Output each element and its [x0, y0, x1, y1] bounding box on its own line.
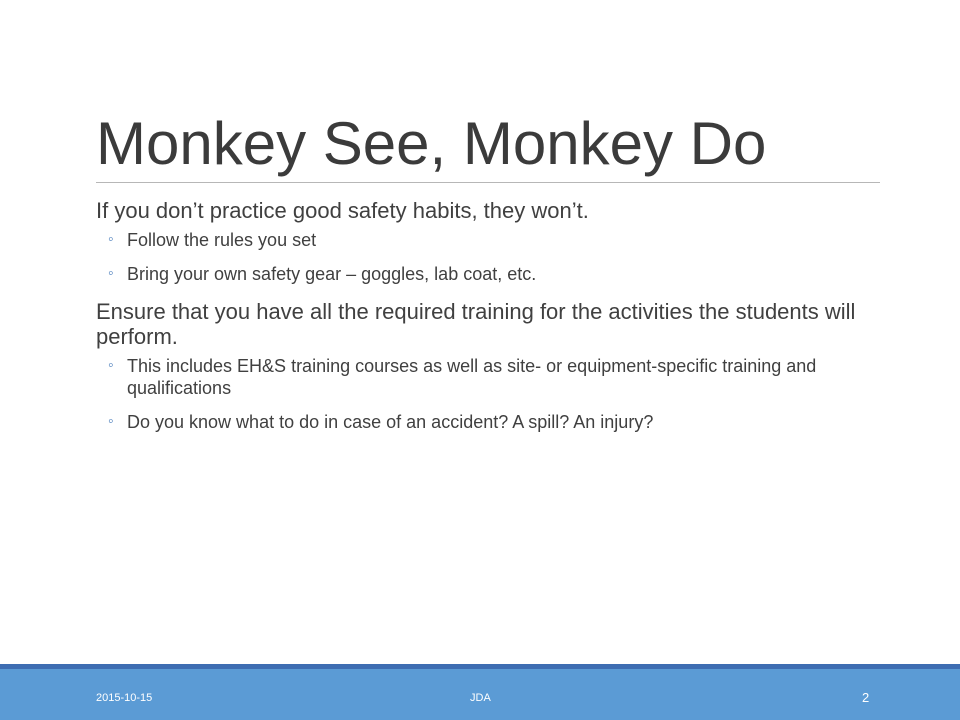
sub-bullet-item	[96, 229, 856, 251]
sub-bullet-item	[96, 355, 856, 399]
footer-author: JDA	[470, 692, 491, 704]
slide-number: 2	[862, 690, 870, 705]
sub-bullet-list	[96, 355, 856, 433]
circle-bullet-icon: ◦	[108, 231, 114, 248]
bullet-point-text: If you don’t practice good safety habits, they won’t.	[96, 198, 589, 223]
circle-bullet-icon: ◦	[108, 265, 114, 282]
sub-bullet-list	[96, 229, 856, 285]
slide-title: Monkey See, Monkey Do	[96, 110, 767, 177]
sub-bullet-text: Follow the rules you set	[127, 230, 317, 250]
footer-date: 2015-10-15	[96, 692, 153, 704]
bullet-point	[96, 198, 856, 285]
sub-bullet-text: Do you know what to do in case of an accident? A spill? An injury?	[127, 412, 654, 432]
sub-bullet-text: Bring your own safety gear – goggles, lab coat, etc.	[127, 264, 537, 284]
sub-bullet-item	[96, 411, 856, 433]
sub-bullet-text: This includes EH&S training courses as well as site- or equipment-specific training and qualifications	[127, 356, 817, 398]
title-divider	[96, 182, 880, 183]
slide-content	[96, 198, 856, 447]
circle-bullet-icon: ◦	[108, 413, 114, 430]
sub-bullet-item	[96, 263, 856, 285]
bullet-point	[96, 299, 856, 433]
footer-bar	[0, 669, 960, 720]
circle-bullet-icon: ◦	[108, 357, 114, 374]
bullet-point-text: Ensure that you have all the required training for the activities the students will perform.	[96, 299, 856, 349]
